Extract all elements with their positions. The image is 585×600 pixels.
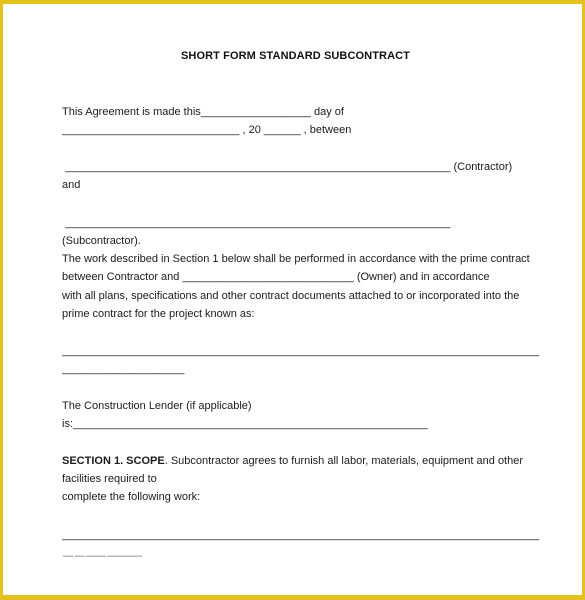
document-title: SHORT FORM STANDARD SUBCONTRACT	[181, 50, 410, 62]
project-blank-line-2: ____________________	[62, 363, 185, 375]
work-description-line-1: The work described in Section 1 below shall be performed in accordance with the prime contract	[62, 253, 530, 265]
contractor-line: _______________________________________________________________ (Contractor)	[65, 161, 513, 173]
agreement-date-line: This Agreement is made this__________________ day of	[62, 106, 344, 118]
and-text: and	[62, 179, 81, 191]
work-description-line-2: between Contractor and ____________________________ (Owner) and in accordance	[62, 271, 490, 283]
section-1-heading: SECTION 1. SCOPE	[62, 455, 165, 467]
faded-footer-text: ▬▬ ▬▬ ▬▬▬▬ ▬▬▬▬▬▬▬	[63, 553, 143, 559]
agreement-year-line: _____________________________ , 20 ______ , between	[62, 124, 352, 136]
construction-lender-line: is:__________________________________________________________	[62, 418, 428, 430]
construction-lender-label: The Construction Lender (if applicable)	[62, 400, 252, 412]
project-blank-line-1: ______________________________________________________________________________	[62, 345, 540, 357]
section-1-text: . Subcontractor agrees to furnish all labor, materials, equipment and other	[164, 455, 524, 467]
work-description-line-4: prime contract for the project known as:	[62, 308, 255, 320]
work-description-line-3: with all plans, specifications and other contract documents attached to or incorporated into the	[62, 290, 520, 302]
scope-facilities-line: facilities required to	[62, 473, 157, 485]
scope-blank-line: ______________________________________________________________________________	[62, 529, 540, 541]
subcontractor-label: (Subcontractor).	[62, 235, 141, 247]
scope-following-work-line: complete the following work:	[62, 491, 201, 503]
subcontractor-blank-line: _______________________________________________________________	[65, 217, 451, 229]
section-1-scope-line	[62, 455, 523, 468]
